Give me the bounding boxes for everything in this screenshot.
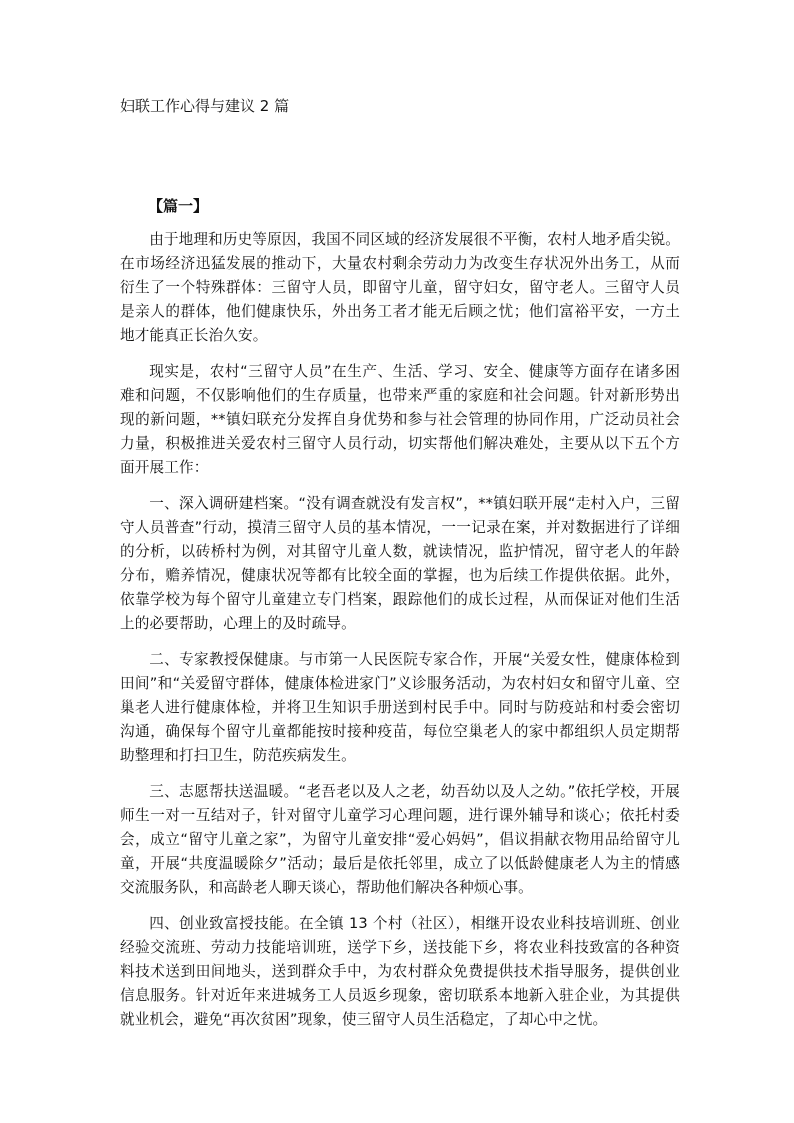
paragraph-point-2: 二、专家教授保健康。与市第一人民医院专家合作，开展“关爱女性，健康体检到田间”和“关爱留守群体，健康体检进家门”义诊服务活动，为农村妇女和留守儿童、空巢老人进行健康体检，并将卫生知识手册送到村民手中。同时与防疫站和村委会密切沟通，确保每个留守儿童都能按时接种疫苗，每位空巢老人的家中都组织人员定期帮助整理和打扫卫生，防范疾病发生。 — [120, 651, 680, 764]
paragraph-point-4: 四、创业致富授技能。在全镇 13 个村（社区），相继开设农业科技培训班、创业经验交流班、劳动力技能培训班，送学下乡，送技能下乡，将农业科技致富的各种资料技术送到田间地头，送到群众手中，为农村群众免费提供技术指导服务，提供创业信息服务。针对近年来进城务工人员返乡现象，密切联系本地新入驻企业，为其提供就业机会，避免“再次贫困”现象，使三留守人员生活稳定，了却心中之忧。 — [120, 915, 680, 1028]
paragraph-intro: 由于地理和历史等原因，我国不同区域的经济发展很不平衡，农村人地矛盾尖锐。在市场经济迅猛发展的推动下，大量农村剩余劳动力为改变生存状况外出务工，从而衍生了一个特殊群体：三留守人员，即留守儿童，留守妇女，留守老人。三留守人员是亲人的群体，他们健康快乐，外出务工者才能无后顾之忧；他们富裕平安，一方土地才能真正长治久安。 — [120, 231, 680, 344]
paragraph-point-1: 一、深入调研建档案。“没有调查就没有发言权”，**镇妇联开展“走村入户，三留守人员普查”行动，摸清三留守人员的基本情况，一一记录在案，并对数据进行了详细的分析，以砖桥村为例，对其留守儿童人数，就读情况，监护情况，留守老人的年龄分布，赡养情况，健康状况等都有比较全面的掌握，也为后续工作提供依据。此外，依靠学校为每个留守儿童建立专门档案，跟踪他们的成长过程，从而保证对他们生活上的必要帮助，心理上的及时疏导。 — [120, 495, 680, 632]
document-title: 妇联工作心得与建议 2 篇 — [120, 97, 290, 115]
section-heading: 【篇一】 — [148, 197, 209, 215]
document-body — [120, 228, 680, 1044]
paragraph-point-3: 三、志愿帮扶送温暖。“老吾老以及人之老，幼吾幼以及人之幼。”依托学校，开展师生一对一互结对子，针对留守儿童学习心理问题，进行课外辅导和谈心；依托村委会，成立“留守儿童之家”，为留守儿童安排“爱心妈妈”，倡议捐献衣物用品给留守儿童，开展“共度温暖除夕”活动；最后是依托邻里，成立了以低龄健康老人为主的情感交流服务队，和高龄老人聊天谈心，帮助他们解决各种烦心事。 — [120, 783, 680, 896]
paragraph-reality: 现实是，农村“三留守人员”在生产、生活、学习、安全、健康等方面存在诸多困难和问题，不仅影响他们的生存质量，也带来严重的家庭和社会问题。针对新形势出现的新问题，**镇妇联充分发挥自身优势和参与社会管理的协同作用，广泛动员社会力量，积极推进关爱农村三留守人员行动，切实帮他们解决难处，主要从以下五个方面开展工作： — [120, 363, 680, 476]
